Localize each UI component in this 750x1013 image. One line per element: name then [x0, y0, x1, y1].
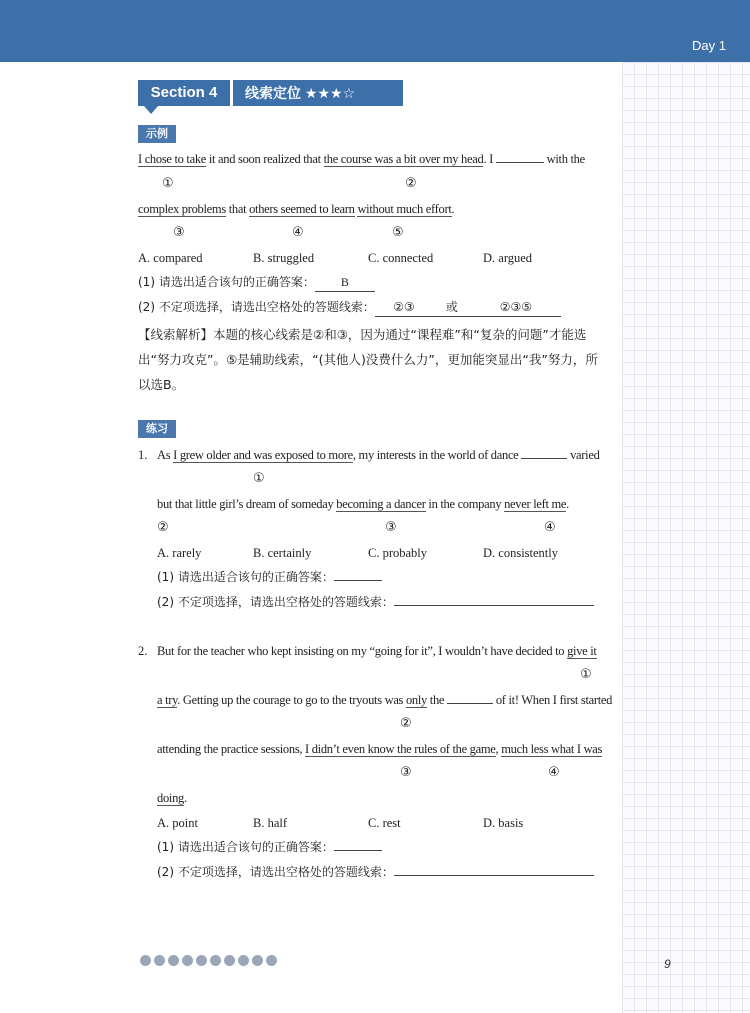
- q1-blank: [521, 446, 567, 459]
- q2-marker-2: ②: [400, 716, 412, 731]
- q2-option-a: A. point: [157, 816, 198, 830]
- footer-decoration-icons: [140, 955, 277, 969]
- q1-prompt-1: (1) 请选出适合该句的正确答案：: [157, 568, 382, 586]
- clue-5: without much effort: [357, 202, 452, 216]
- footer-icon-10: [266, 955, 277, 966]
- footer-icon-1: [140, 955, 151, 966]
- clue-2: the course was a bit over my head: [323, 152, 484, 166]
- practice-tag: 练习: [138, 420, 176, 438]
- q1-line-2: but that little girl’s dream of someday becoming a dancer in the company never left me.: [157, 497, 569, 511]
- grid-margin: [622, 62, 750, 1013]
- q1-clue-1: I grew older and was exposed to more: [173, 448, 353, 462]
- marker-1: ①: [162, 176, 174, 191]
- q2-option-c: C. rest: [368, 816, 401, 830]
- section-title: 线索定位 ★★★☆: [233, 80, 403, 106]
- q1-clue-4: never left me: [504, 497, 567, 511]
- footer-icon-5: [196, 955, 207, 966]
- clue-analysis: 【线索解析】本题的核心线索是②和③，因为通过“课程难”和“复杂的问题”才能选出“努力攻克”。⑤是辅助线索，“(其他人)没费什么力”，更加能突显出“我”努力，所以选B。: [138, 327, 598, 392]
- q2-clue-1b: a try: [157, 693, 178, 707]
- q2-marker-4: ④: [548, 765, 560, 780]
- q1-option-d: D. consistently: [483, 546, 558, 560]
- example-option-a: A. compared: [138, 251, 203, 265]
- example-question-2: (2) 不定项选择，请选出空格处的答题线索： ②③ 或 ②③⑤: [138, 298, 561, 317]
- q2-clue-4b: doing: [157, 791, 184, 805]
- q2-line-3: attending the practice sessions, I didn’t even know the rules of the game, much less what I was: [157, 742, 603, 756]
- example-answer-2a: ②③: [375, 298, 433, 317]
- q1-prompt-2: (2) 不定项选择，请选出空格处的答题线索：: [157, 593, 594, 611]
- footer-icon-8: [238, 955, 249, 966]
- q1-answer-field[interactable]: [334, 568, 382, 581]
- q1-line-1: As I grew older and was exposed to more, my interests in the world of dance varied: [157, 448, 600, 462]
- example-tag: 示例: [138, 125, 176, 143]
- page-number: 9: [664, 957, 671, 971]
- q1-marker-1: ①: [253, 471, 265, 486]
- clue-3: complex problems: [138, 202, 226, 216]
- example-answer-2b: ②③⑤: [471, 298, 561, 317]
- q2-option-d: D. basis: [483, 816, 524, 830]
- example-line-1: I chose to take it and soon realized that the course was a bit over my head. I with the: [138, 152, 585, 166]
- footer-icon-6: [210, 955, 221, 966]
- q2-clue-field[interactable]: [394, 863, 594, 876]
- q2-line-2: a try. Getting up the courage to go to the tryouts was only the of it! When I first started: [157, 693, 613, 707]
- example-answer-or: 或: [433, 298, 471, 317]
- q2-clue-2: only: [405, 693, 427, 707]
- example-option-d: D. argued: [483, 251, 533, 265]
- marker-4: ④: [292, 225, 304, 240]
- footer-icon-3: [168, 955, 179, 966]
- clue-4: others seemed to learn: [249, 202, 355, 216]
- q1-marker-3: ③: [385, 520, 397, 535]
- marker-3: ③: [173, 225, 185, 240]
- q2-line-4: doing.: [157, 791, 187, 805]
- section-number: Section 4: [138, 80, 230, 106]
- q2-line-1: But for the teacher who kept insisting on my “going for it”, I wouldn’t have decided to give it: [157, 644, 597, 658]
- answer-blank: [496, 150, 544, 163]
- example-option-b: B. struggled: [253, 251, 315, 265]
- footer-icon-4: [182, 955, 193, 966]
- q2-marker-3: ③: [400, 765, 412, 780]
- top-banner: [0, 0, 750, 62]
- example-line-2: complex problems that others seemed to learn without much effort.: [138, 202, 455, 216]
- q2-clue-4: much less what I was: [501, 742, 603, 756]
- q1-clue-3: becoming a dancer: [336, 497, 426, 511]
- q1-option-a: A. rarely: [157, 546, 202, 560]
- footer-icon-9: [252, 955, 263, 966]
- section-pointer: [144, 106, 158, 114]
- q2-answer-field[interactable]: [334, 838, 382, 851]
- q1-clue-field[interactable]: [394, 593, 594, 606]
- footer-icon-7: [224, 955, 235, 966]
- q2-marker-1: ①: [580, 667, 592, 682]
- example-option-c: C. connected: [368, 251, 434, 265]
- q1-marker-4: ④: [544, 520, 556, 535]
- q2-prompt-2: (2) 不定项选择，请选出空格处的答题线索：: [157, 863, 594, 881]
- q1-option-b: B. certainly: [253, 546, 312, 560]
- marker-2: ②: [405, 176, 417, 191]
- q2-option-b: B. half: [253, 816, 288, 830]
- clue-1: I chose to take: [138, 152, 207, 166]
- day-label: Day 1: [692, 38, 726, 53]
- q1-option-c: C. probably: [368, 546, 428, 560]
- marker-5: ⑤: [392, 225, 404, 240]
- q2-clue-1: give it: [567, 644, 597, 658]
- question-2-number: 2.: [138, 644, 148, 658]
- question-1-number: 1.: [138, 448, 148, 462]
- example-question-1: (1) 请选出适合该句的正确答案： B: [138, 273, 375, 292]
- footer-icon-2: [154, 955, 165, 966]
- q1-marker-2: ②: [157, 520, 169, 535]
- q2-prompt-1: (1) 请选出适合该句的正确答案：: [157, 838, 382, 856]
- example-answer-1: B: [315, 273, 375, 292]
- q2-clue-3: I didn’t even know the rules of the game: [305, 742, 496, 756]
- q2-blank: [447, 691, 493, 704]
